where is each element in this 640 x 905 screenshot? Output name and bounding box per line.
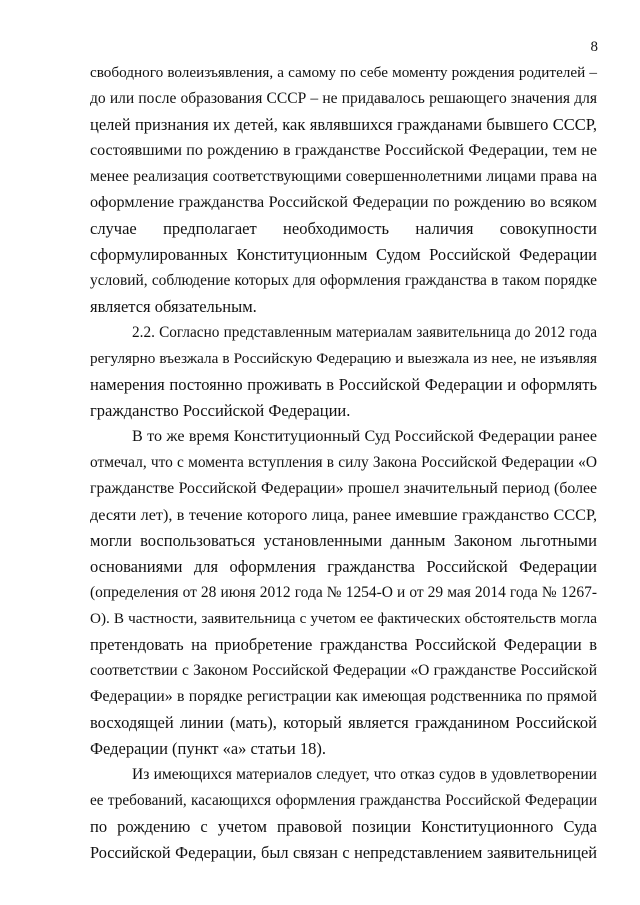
text-line: условий, соблюдение которых для оформления гражданства в таком порядке	[90, 272, 597, 289]
text-line: восходящей линии (мать), который является гражданином Российской	[90, 713, 597, 732]
text-line: основаниями для оформления гражданства Российской Федерации	[90, 557, 597, 576]
text-line: О). В частности, заявительница с учетом ее фактических обстоятельств могла	[90, 610, 597, 627]
text-line: соответствии с Законом Российской Федерации «О гражданстве Российской	[90, 662, 597, 679]
text-line: Российской Федерации, был связан с непредставлением заявительницей	[90, 843, 597, 862]
text-line: менее реализация соответствующими совершеннолетними лицами права на	[90, 168, 597, 185]
text-line: является обязательным.	[90, 297, 257, 316]
page-number: 8	[590, 39, 598, 55]
text-line: по рождению с учетом правовой позиции Конституционного Суда	[90, 817, 597, 836]
text-line: случае предполагает необходимость наличия совокупности	[90, 219, 597, 238]
text-line: ее требований, касающихся оформления гражданства Российской Федерации	[90, 792, 597, 809]
text-line: регулярно въезжала в Российскую Федерацию и выезжала из нее, не изъявляя	[90, 350, 597, 367]
text-line: намерения постоянно проживать в Российской Федерации и оформлять	[90, 375, 597, 394]
text-line: 2.2. Согласно представленным материалам заявительница до 2012 года	[132, 324, 597, 341]
text-line: до или после образования СССР – не придавалось решающего значения для	[90, 90, 597, 107]
text-line: Федерации» в порядке регистрации как имеющая родственника по прямой	[90, 688, 597, 705]
text-line: Федерации (пункт «а» статьи 18).	[90, 739, 326, 758]
text-line: могли воспользоваться установленными данным Законом льготными	[90, 531, 597, 550]
text-line: отмечал, что с момента вступления в силу Закона Российской Федерации «О	[90, 454, 597, 471]
paragraph-2	[90, 320, 597, 424]
paragraph-4	[90, 762, 597, 866]
text-line: оформление гражданства Российской Федерации по рождению во всяком	[90, 194, 597, 211]
text-line: состоявшими по рождению в гражданстве Российской Федерации, тем не	[90, 142, 597, 159]
text-line: гражданстве Российской Федерации» прошел значительный период (более	[90, 480, 597, 497]
text-line: свободного волеизъявления, а самому по себе моменту рождения родителей –	[90, 64, 597, 81]
paragraph-1	[90, 60, 597, 320]
text-line: сформулированных Конституционным Судом Российской Федерации	[90, 245, 597, 264]
text-line: гражданство Российской Федерации.	[90, 401, 351, 420]
text-line: (определения от 28 июня 2012 года № 1254-О и от 29 мая 2014 года № 1267-	[90, 584, 597, 601]
text-line: целей признания их детей, как являвшихся гражданами бывшего СССР,	[90, 115, 597, 134]
text-line: десяти лет), в течение которого лица, ранее имевшие гражданство СССР,	[90, 506, 597, 524]
text-line: В то же время Конституционный Суд Российской Федерации ранее	[132, 428, 597, 445]
text-line: претендовать на приобретение гражданства Российской Федерации в	[90, 635, 597, 654]
paragraph-3	[90, 424, 597, 762]
text-line: Из имеющихся материалов следует, что отказ судов в удовлетворении	[132, 766, 597, 783]
